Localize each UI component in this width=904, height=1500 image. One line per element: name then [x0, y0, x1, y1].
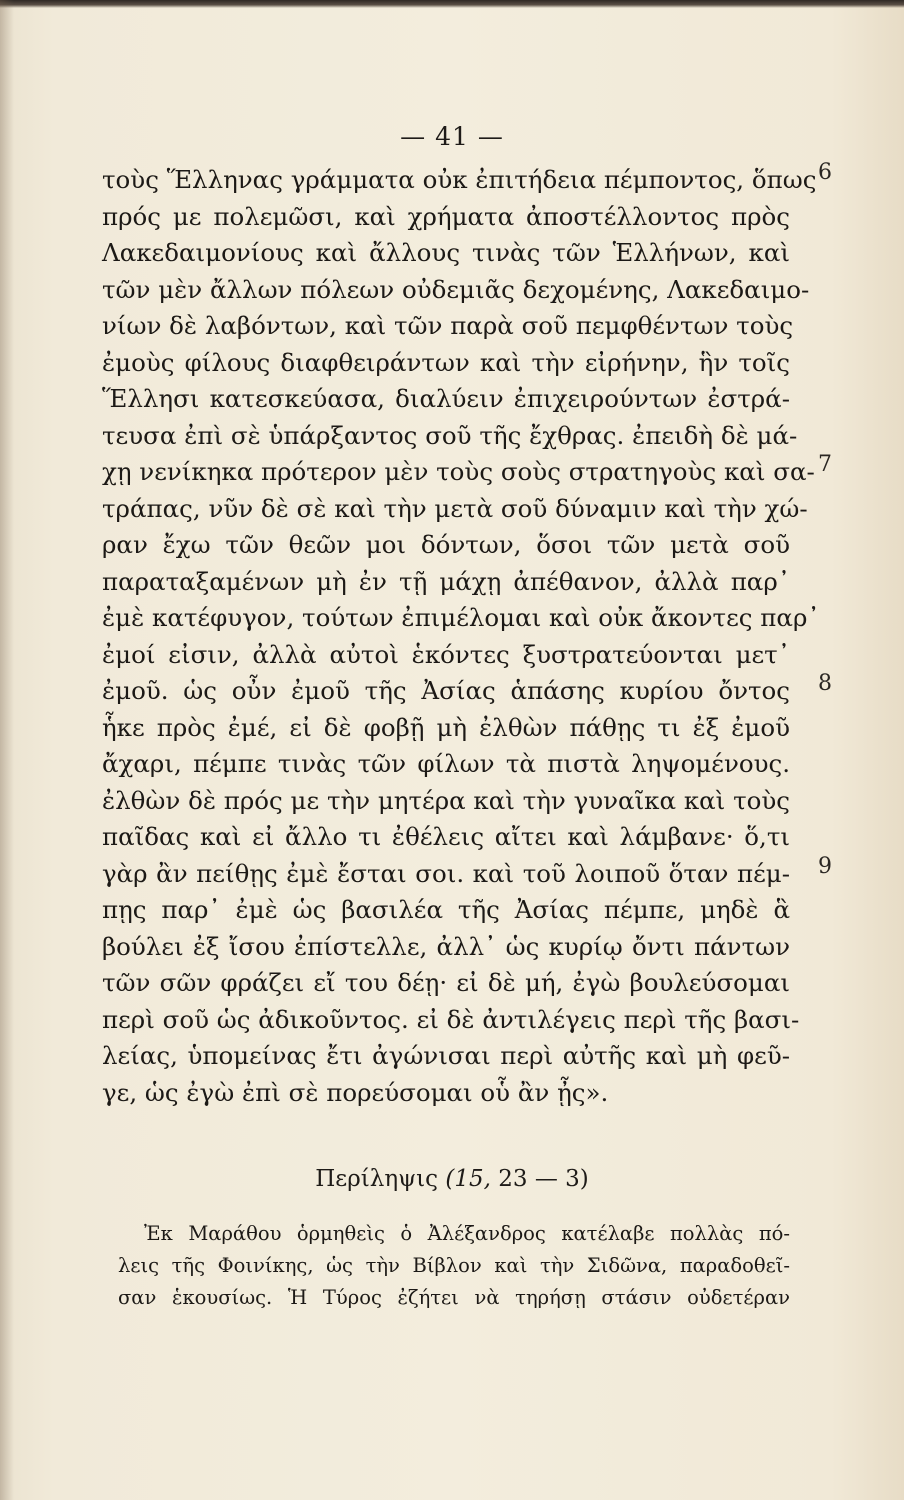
text-line: ραν ἔχω τῶν θεῶν μοι δόντων, ὅσοι τῶν μετὰ σοῦ: [102, 530, 790, 559]
section-heading-title: Περίληψις: [315, 1166, 439, 1192]
text-line: ἐμοῦ. ὡς οὖν ἐμοῦ τῆς Ἀσίας ἁπάσης κυρίου ὄντος: [102, 676, 790, 705]
margin-paragraph-number: 9: [818, 853, 832, 879]
text-line: τῶν μὲν ἄλλων πόλεων οὐδεμιᾶς δεχομένης, Λακεδαιμο-: [102, 274, 810, 304]
margin-paragraph-number: 6: [818, 160, 832, 185]
main-text-block: [102, 162, 820, 1111]
text-line: γὰρ ἂν πείθῃς ἐμὲ ἔσται σοι. καὶ τοῦ λοιποῦ ὅταν πέμ-: [102, 858, 790, 888]
text-line: ἐμοί εἰσιν, ἀλλὰ αὐτοὶ ἑκόντες ξυστρατεύονται μετ᾽: [102, 639, 790, 669]
summary-text-block: [118, 1218, 790, 1314]
text-line: παραταξαμένων μὴ ἐν τῇ μάχῃ ἀπέθανον, ἀλλὰ παρ᾽: [102, 566, 790, 596]
text-line: βούλει ἐξ ἴσου ἐπίστελλε, ἀλλ᾽ ὡς κυρίῳ ὄντι πάντων: [102, 931, 790, 961]
text-line: λείας, ὑπομείνας ἔτι ἀγώνισαι περὶ αὐτῆς καὶ μὴ φεῦ-: [102, 1041, 790, 1070]
summary-line: λεις τῆς Φοινίκης, ὡς τὴν Βίβλον καὶ τὴν Σιδῶνα, παραδοθεῖ-: [118, 1254, 790, 1277]
text-line: Λακεδαιμονίους καὶ ἄλλους τινὰς τῶν Ἑλλήνων, καὶ: [102, 238, 790, 267]
text-line: τῶν σῶν φράζει εἴ του δέῃ· εἰ δὲ μή, ἐγὼ βουλεύσομαι: [102, 968, 790, 997]
section-heading-reference: (15,: [445, 1166, 491, 1192]
text-line: χῃ νενίκηκα πρότερον μὲν τοὺς σοὺς στρατηγοὺς καὶ σα-: [102, 457, 815, 486]
summary-line: σαν ἑκουσίως. Ἡ Τύρος ἐζήτει νὰ τηρήσῃ στάσιν οὐδετέραν: [118, 1286, 790, 1309]
page-gutter-shadow: [0, 0, 14, 1500]
text-line: ἧκε πρὸς ἐμέ, εἰ δὲ φοβῇ μὴ ἐλθὼν πάθῃς τι ἐξ ἐμοῦ: [102, 712, 790, 742]
text-line: τράπας, νῦν δὲ σὲ καὶ τὴν μετὰ σοῦ δύναμιν καὶ τὴν χώ-: [102, 493, 808, 523]
text-line: παῖδας καὶ εἰ ἄλλο τι ἐθέλεις αἴτει καὶ λάμβανε· ὅ,τι: [102, 822, 790, 851]
text-line: ἄχαρι, πέμπε τινὰς τῶν φίλων τὰ πιστὰ ληψομένους.: [102, 749, 790, 778]
text-line: γε, ὡς ἐγὼ ἐπὶ σὲ πορεύσομαι οὗ ἂν ᾖς».: [102, 1077, 609, 1107]
text-line: τευσα ἐπὶ σὲ ὑπάρξαντος σοῦ τῆς ἔχθρας. ἐπειδὴ δὲ μά-: [102, 420, 798, 450]
section-heading-range: 23 — 3): [498, 1166, 589, 1192]
text-line: τοὺς Ἕλληνας γράμματα οὐκ ἐπιτήδεια πέμποντος, ὅπως: [102, 165, 817, 194]
text-line: πρός με πολεμῶσι, καὶ χρήματα ἀποστέλλοντος πρὸς: [102, 201, 790, 231]
text-line: νίων δὲ λαβόντων, καὶ τῶν παρὰ σοῦ πεμφθέντων τοὺς: [102, 311, 794, 340]
text-line: ἐλθὼν δὲ πρός με τὴν μητέρα καὶ τὴν γυναῖκα καὶ τοὺς: [102, 785, 790, 815]
page-number: — 41 —: [400, 122, 504, 151]
margin-paragraph-number: 7: [818, 452, 832, 477]
margin-paragraph-number: 8: [818, 671, 832, 696]
text-line: πῃς παρ᾽ ἐμὲ ὡς βασιλέα τῆς Ἀσίας πέμπε, μηδὲ ἃ: [102, 895, 790, 924]
section-heading: [0, 1166, 904, 1192]
summary-line: Ἐκ Μαράθου ὁρμηθεὶς ὁ Ἀλέξανδρος κατέλαβε πολλὰς πό-: [144, 1222, 790, 1245]
text-line: ἐμὲ κατέφυγον, τούτων ἐπιμέλομαι καὶ οὐκ ἄκοντες παρ᾽: [102, 603, 820, 632]
page-top-edge: [0, 0, 904, 8]
text-line: ἐμοὺς φίλους διαφθειράντων καὶ τὴν εἰρήνην, ἣν τοῖς: [102, 347, 790, 377]
text-line: Ἕλλησι κατεσκεύασα, διαλύειν ἐπιχειρούντων ἐστρά-: [102, 384, 790, 413]
text-line: περὶ σοῦ ὡς ἀδικοῦντος. εἰ δὲ ἀντιλέγεις περὶ τῆς βασι-: [102, 1004, 800, 1034]
